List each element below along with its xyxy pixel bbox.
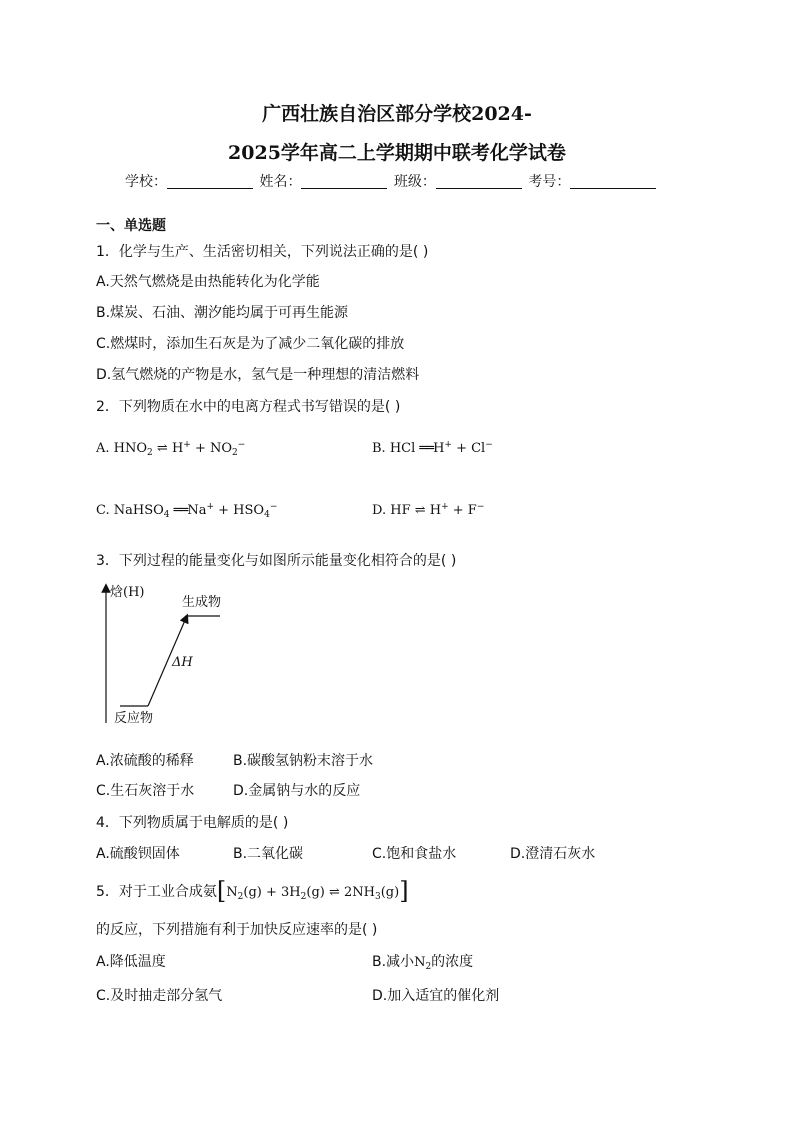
q4-option-d[interactable]: D.澄清石灰水 <box>510 846 596 862</box>
delta-h-label: ΔH <box>172 655 193 670</box>
q1-option-c[interactable]: C.燃煤时，添加生石灰是为了减少二氧化碳的排放 <box>96 336 405 352</box>
q2-option-c-label: C. <box>96 503 110 518</box>
q5-equation: [$N_2(g) + 3H_2(g)$ ⇌ $2NH_3(g)$] <box>216 877 409 905</box>
product-label: 生成物 <box>182 595 222 610</box>
name-label: 姓名： <box>259 174 302 190</box>
exam-title-line-1: 广西壮族自治区部分学校2024- <box>262 103 532 125</box>
student-info-row <box>125 171 658 191</box>
school-blank[interactable] <box>167 174 253 189</box>
q2-option-c[interactable]: C. NaHSO$_4$ ══Na+ + $HSO_4^-$ <box>96 502 278 520</box>
class-label: 班级： <box>393 174 436 190</box>
q1-option-b[interactable]: B.煤炭、石油、潮汐能均属于可再生能源 <box>96 305 349 321</box>
q3-option-d[interactable]: D.金属钠与水的反应 <box>233 783 361 799</box>
q5-option-b-prefix: B.减小 <box>372 954 415 970</box>
q5-option-b-formula: $N_2$ <box>414 955 432 972</box>
name-blank[interactable] <box>301 174 387 189</box>
reactant-label: 反应物 <box>114 711 154 726</box>
q5-option-a[interactable]: A.降低温度 <box>96 954 166 970</box>
q2-option-d[interactable]: D. HF ⇌ H+ + F− <box>372 502 485 518</box>
enthalpy-axis-label: 焓(H) <box>110 585 145 600</box>
q5-option-b-suffix: 的浓度 <box>431 954 474 970</box>
q4-option-c[interactable]: C.饱和食盐水 <box>372 846 457 862</box>
q4-option-b[interactable]: B.二氧化碳 <box>233 846 304 862</box>
energy-diagram <box>100 578 240 728</box>
q5-stem-line-2: 的反应，下列措施有利于加快反应速率的是( ) <box>96 922 378 938</box>
q5-stem-line-1 <box>96 877 409 905</box>
section-heading: 一、单选题 <box>96 218 166 234</box>
q5-option-d[interactable]: D.加入适宜的催化剂 <box>372 988 500 1004</box>
q3-stem: 3．下列过程的能量变化与如图所示能量变化相符合的是( ) <box>96 553 457 569</box>
q2-option-d-label: D. <box>372 503 387 518</box>
q3-option-c[interactable]: C.生石灰溶于水 <box>96 783 195 799</box>
q2-option-a-label: A. <box>96 441 110 456</box>
school-label: 学校： <box>125 174 167 190</box>
q4-stem: 4．下列物质属于电解质的是( ) <box>96 815 289 831</box>
exam-number-label: 考号： <box>528 174 571 190</box>
q1-stem: 1．化学与生产、生活密切相关，下列说法正确的是( ) <box>96 244 429 260</box>
q1-option-d[interactable]: D.氢气燃烧的产物是水，氢气是一种理想的清洁燃料 <box>96 367 420 383</box>
q2-stem: 2．下列物质在水中的电离方程式书写错误的是( ) <box>96 399 401 415</box>
q3-option-b[interactable]: B.碳酸氢钠粉末溶于水 <box>233 753 374 769</box>
q5-option-c[interactable]: C.及时抽走部分氢气 <box>96 988 223 1004</box>
q4-option-a[interactable]: A.硫酸钡固体 <box>96 846 180 862</box>
q2-option-b-label: B. <box>372 441 386 456</box>
q3-option-a[interactable]: A.浓硫酸的稀释 <box>96 753 194 769</box>
q1-option-a[interactable]: A.天然气燃烧是由热能转化为化学能 <box>96 274 320 290</box>
q2-option-b[interactable]: B. HCl ══H+ + Cl− <box>372 440 493 456</box>
class-blank[interactable] <box>436 174 522 189</box>
q2-option-a[interactable]: A. $HNO_2$ ⇌ $H^+ + NO_2^-$ <box>96 440 246 458</box>
exam-title-line-2: 2025学年高二上学期期中联考化学试卷 <box>228 142 566 164</box>
exam-number-blank[interactable] <box>570 174 656 189</box>
q5-stem-prefix: 5．对于工业合成氨 <box>96 884 217 900</box>
q5-option-b[interactable] <box>372 951 473 971</box>
